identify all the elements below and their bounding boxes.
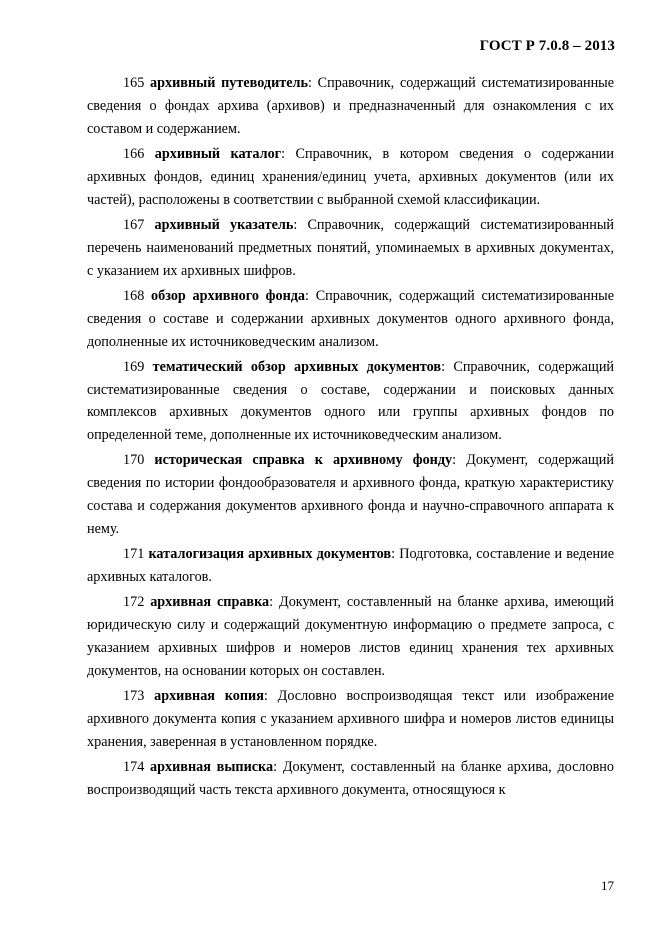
entry-term: обзор архивного фонда <box>151 287 306 304</box>
page-number: 17 <box>601 878 614 893</box>
entry-term: архивная справка <box>150 594 270 611</box>
entry-number: 166 <box>123 145 145 162</box>
glossary-entries <box>87 72 614 804</box>
entry-definition: : Документ, содержащий сведения по истории фондообразователя и архивного фонда, краткую характеристику состава и содержания документов архивного фонда и научно-справочного аппарата к нему. <box>87 452 614 538</box>
entry-definition: : Справочник, в котором сведения о содержании архивных фондов, единиц хранения/единиц учета, архивных документов (или их частей), расположены в соответствии с выбранной схемой классификации. <box>87 145 614 208</box>
glossary-entry <box>87 143 614 212</box>
entry-definition: : Справочник, содержащий систематизированные сведения о фондах архива (архивов) и предназначенный для ознакомления с их составом и содержанием. <box>87 75 614 137</box>
entry-number: 172 <box>123 594 145 611</box>
entry-term: архивная выписка <box>150 758 274 775</box>
entry-term: архивный каталог <box>154 145 282 162</box>
entry-term: архивный путеводитель <box>150 75 308 91</box>
glossary-entry <box>87 449 614 541</box>
entry-term: историческая справка к архивному фонду <box>154 452 453 469</box>
entry-definition: : Справочник, содержащий систематизированные сведения о составе, содержании и поисковых данных комплексов архивных документов одного или группы архивных фондов по определенной теме, дополненные их источниковедческим анализом. <box>87 358 615 444</box>
entry-number: 171 <box>123 546 145 563</box>
glossary-entry <box>87 72 614 141</box>
entry-term: каталогизация архивных документов <box>148 546 392 563</box>
entry-number: 168 <box>123 287 145 304</box>
glossary-entry <box>87 214 614 283</box>
entry-term: архивный указатель <box>154 216 294 233</box>
glossary-entry <box>87 285 614 354</box>
glossary-entry <box>87 591 614 683</box>
entry-definition: : Документ, составленный на бланке архива, имеющий юридическую силу и содержащий документную информацию о предмете запроса, с указанием архивных шифров и номеров листов единиц хранения тех архивных документов, на основании которых он составлен. <box>87 594 615 679</box>
glossary-entry <box>87 356 614 448</box>
entry-number: 167 <box>123 216 145 233</box>
entry-number: 165 <box>123 75 145 91</box>
glossary-entry <box>87 543 614 589</box>
entry-definition: : Справочник, содержащий систематизированный перечень наименований предметных понятий, упоминаемых в архивных документах, с указанием их архивных шифров. <box>87 216 614 279</box>
entry-term: тематический обзор архивных документов <box>152 358 442 375</box>
entry-definition: : Подготовка, составление и ведение архивных каталогов. <box>87 546 614 586</box>
entry-definition: : Дословно воспроизводящая текст или изображение архивного документа копия с указанием архивного шифра и номеров листов единицы хранения, заверенная в установленном порядке. <box>87 688 614 750</box>
glossary-entry <box>87 685 614 754</box>
entry-definition: : Справочник, содержащий систематизированные сведения о составе и содержании архивных документов одного архивного фонда, дополненные их источниковедческим анализом. <box>87 287 614 350</box>
entry-number: 173 <box>123 688 145 705</box>
glossary-entry <box>87 756 614 802</box>
entry-number: 169 <box>123 358 145 375</box>
entry-term: архивная копия <box>154 688 264 705</box>
entry-number: 174 <box>123 758 145 775</box>
entry-definition: : Документ, составленный на бланке архива, дословно воспроизводящий часть текста архивного документа, относящуюся к <box>87 758 614 798</box>
document-code-header: ГОСТ Р 7.0.8 – 2013 <box>479 38 615 54</box>
entry-number: 170 <box>123 452 145 469</box>
